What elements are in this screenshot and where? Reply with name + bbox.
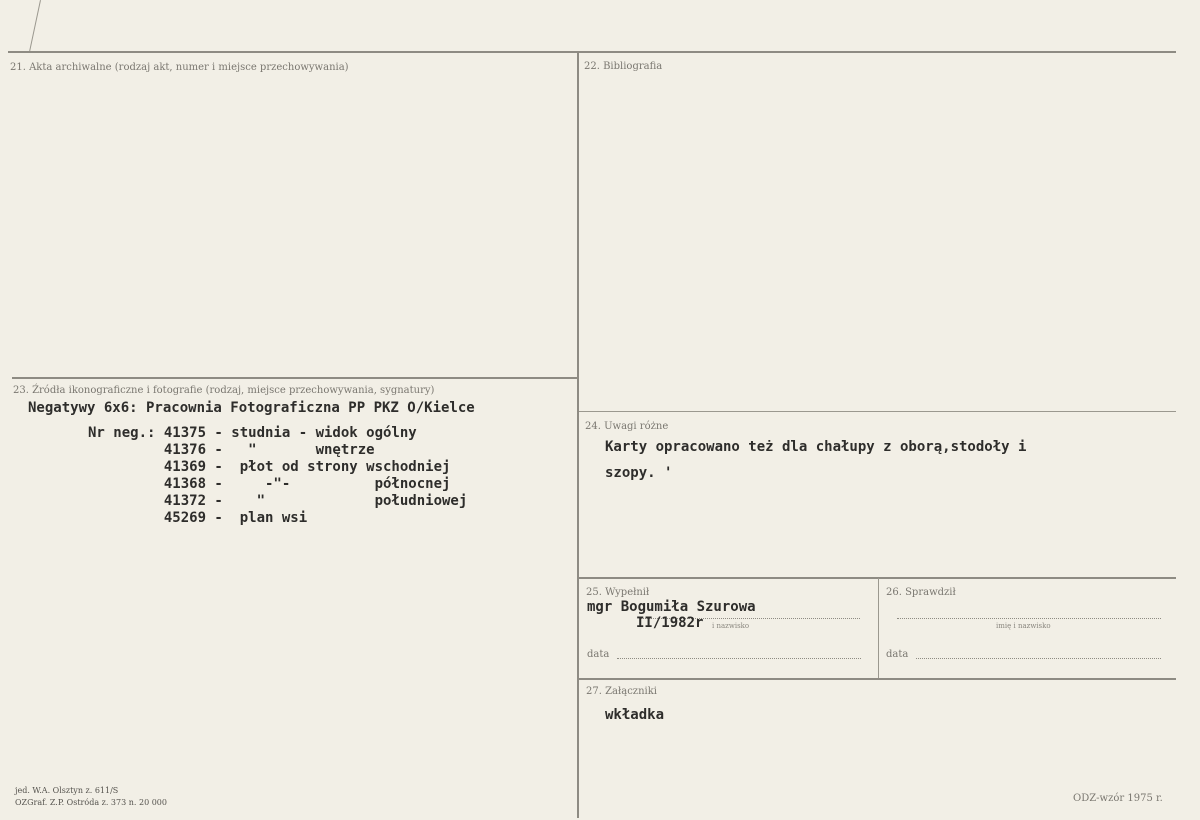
section-25-label: 25. Wypełnił — [586, 587, 650, 598]
checked-by-date-label: data — [886, 649, 909, 660]
attachments-value: wkładka — [605, 707, 665, 723]
section-21-label: 21. Akta archiwalne (rodzaj akt, numer i miejsce przechowywania) — [10, 62, 349, 73]
sources-row: 45269 - plan wsi — [88, 510, 308, 526]
sources-row: 41368 - -"- północnej — [88, 476, 451, 492]
top-border-line — [8, 51, 1176, 53]
filled-by-name: mgr Bogumiła Szurowa — [587, 599, 756, 615]
printer-info-line-2: OZGraf. Z.P. Ostróda z. 373 n. 20 000 — [15, 798, 167, 807]
sources-header: Negatywy 6x6: Pracownia Fotograficzna PP PKZ O/Kielce — [28, 400, 475, 416]
section-24-top-line — [579, 411, 1176, 412]
section-26-label: 26. Sprawdził — [886, 587, 956, 598]
section-25-26-divider — [878, 578, 879, 678]
remarks-line-2: szopy. ' — [605, 465, 673, 481]
filled-by-name-caption: i nazwisko — [712, 622, 750, 630]
corner-scratch-mark — [29, 0, 41, 51]
sources-row: 41376 - " wnętrze — [88, 442, 375, 458]
filled-by-date-line — [617, 658, 861, 659]
section-23-label: 23. Źródła ikonograficzne i fotografie (rodzaj, miejsce przechowywania, sygnatury) — [13, 385, 435, 396]
section-27-top-line — [579, 678, 1176, 680]
section-22-label: 22. Bibliografia — [584, 61, 663, 72]
section-23-top-line — [12, 377, 577, 379]
filled-by-date: II/1982r — [636, 615, 704, 631]
sources-row: Nr neg.: 41375 - studnia - widok ogólny — [88, 425, 417, 441]
printer-info-line-1: jed. W.A. Olsztyn z. 611/S — [15, 786, 119, 795]
sources-row: 41372 - " południowej — [88, 493, 468, 509]
section-24-label: 24. Uwagi różne — [585, 421, 669, 432]
filled-by-date-label: data — [587, 649, 610, 660]
sources-row: 41369 - płot od strony wschodniej — [88, 459, 451, 475]
form-model-label: ODZ-wzór 1975 r. — [1073, 793, 1163, 804]
center-divider-line — [577, 51, 579, 818]
remarks-line-1: Karty opracowano też dla chałupy z oborą,stodoły i — [605, 439, 1027, 455]
checked-by-name-caption: imię i nazwisko — [996, 622, 1051, 630]
checked-by-name-line — [897, 618, 1161, 619]
section-27-label: 27. Załączniki — [586, 686, 657, 697]
checked-by-date-line — [916, 658, 1161, 659]
